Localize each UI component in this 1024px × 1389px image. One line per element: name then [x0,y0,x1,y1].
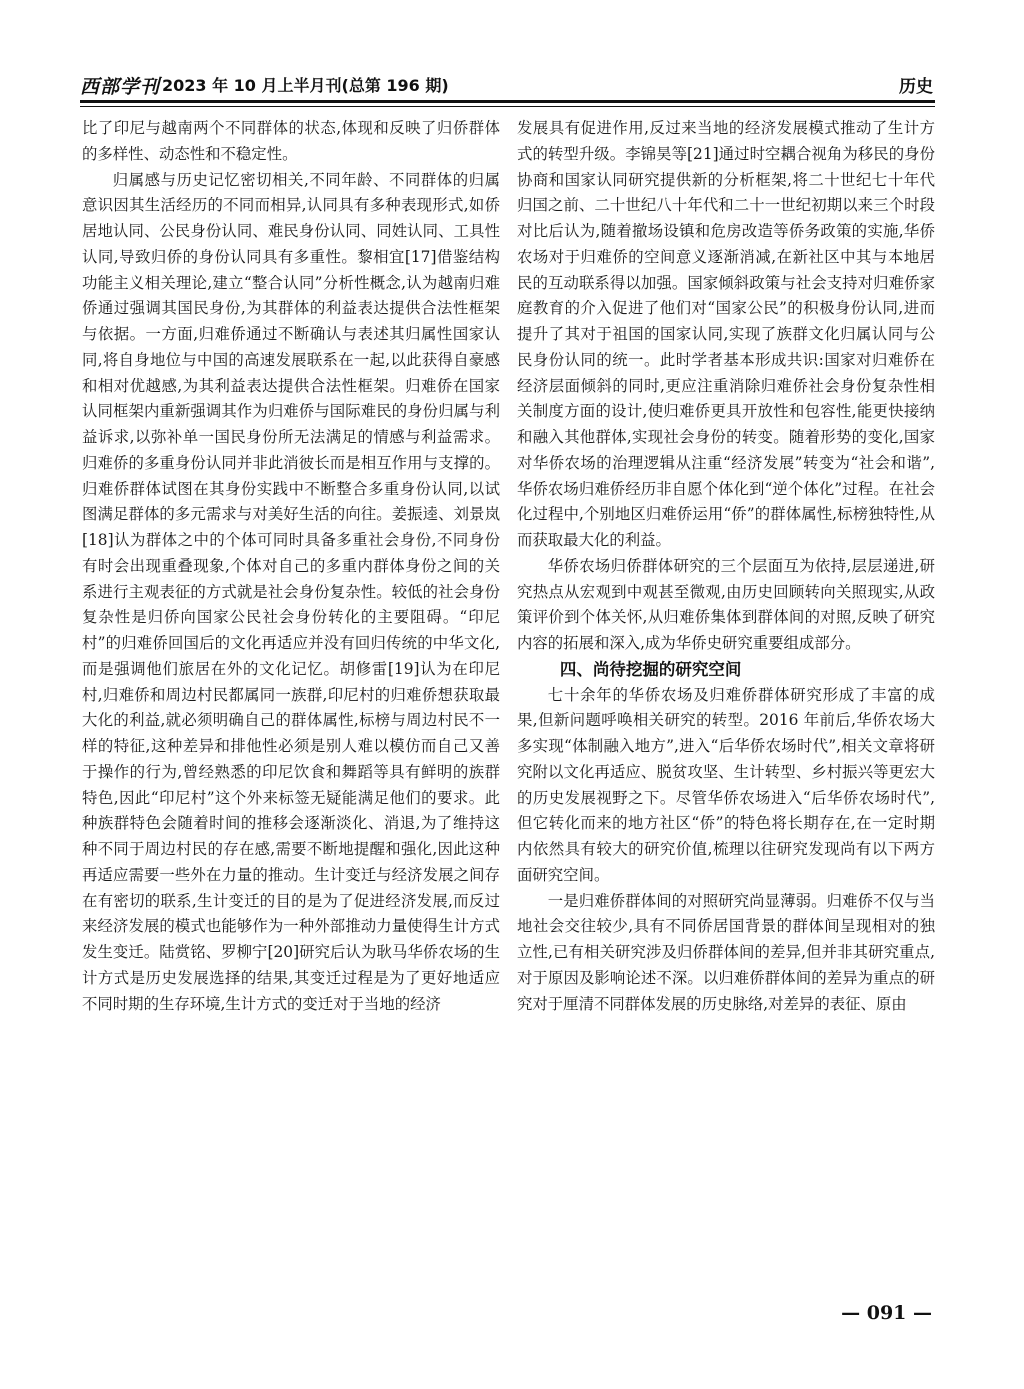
journal-logo: 西部学刊 [80,76,161,98]
right-column [517,116,935,1017]
running-header [80,70,935,100]
paragraph: 华侨农场归侨群体研究的三个层面互为依持,层层递进,研究热点从宏观到中观甚至微观,由历史回顾转向关照现实,从政策评价到个体关怀,从归难侨集体到群体间的对照,反映了研究内容的拓展和深入,成为华侨史研究重要组成部分。 [517,556,935,652]
page-number: — 091 — [841,1302,932,1324]
section-heading: 四、尚待挖掘的研究空间 [559,659,742,679]
header-rule-thin [80,106,935,107]
left-column [82,116,500,1017]
paragraph: 一是归难侨群体间的对照研究尚显薄弱。归难侨不仅与当地社会交往较少,具有不同侨居国背景的群体间呈现相对的独立性,已有相关研究涉及归侨群体间的差异,但并非其研究重点,对于原因及影响论述不深。以归难侨群体间的差异为重点的研究对于厘清不同群体发展的历史脉络,对差异的表征、原由 [517,891,935,1013]
paragraph: 发展具有促进作用,反过来当地的经济发展模式推动了生计方式的转型升级。李锦昊等[21]通过时空耦合视角为移民的身份协商和国家认同研究提供新的分析框架,将二十世纪七十年代归国之前、二十世纪八十年代和二十一世纪初期以来三个时段对比后认为,随着撤场设镇和危房改造等侨务政策的实施,华侨农场对于归难侨的空间意义逐渐消减,在新社区中其与本地居民的互动联系得以加强。国家倾斜政策与社会支持对归难侨家庭教育的介入促进了他们对“国家公民”的积极身份认同,进而提升了其对于祖国的国家认同,实现了族群文化归属认同与公民身份认同的统一。此时学者基本形成共识:国家对归难侨在经济层面倾斜的同时,更应注重消除归难侨社会身份复杂性相关制度方面的设计,使归难侨更具开放性和包容性,能更快接纳和融入其他群体,实现社会身份的转变。随着形势的变化,国家对华侨农场的治理逻辑从注重“经济发展”转变为“社会和谐”,华侨农场归难侨经历非自愿个体化到“逆个体化”过程。在社会化过程中,个别地区归难侨运用“侨”的群体属性,标榜独特性,从而获取最大化的利益。 [517,119,935,549]
paragraph: 归属感与历史记忆密切相关,不同年龄、不同群体的归属意识因其生活经历的不同而相异,认同具有多种表现形式,如侨居地认同、公民身份认同、难民身份认同、同姓认同、工具性认同,导致归侨的身份认同具有多重性。黎相宜[17]借鉴结构功能主义相关理论,建立“整合认同”分析性概念,认为越南归难侨通过强调其国民身份,为其群体的利益表达提供合法性框架与依据。一方面,归难侨通过不断确认与表述其归属性国家认同,将自身地位与中国的高速发展联系在一起,以此获得自豪感和相对优越感,为其利益表达提供合法性框架。归难侨在国家认同框架内重新强调其作为归难侨与国际难民的身份归属与利益诉求,以弥补单一国民身份所无法满足的情感与利益需求。归难侨的多重身份认同并非此消彼长而是相互作用与支撑的。归难侨群体试图在其身份实践中不断整合多重身份认同,以试图满足群体的多元需求与对美好生活的向往。姜振逵、刘景岚[18]认为群体之中的个体可同时具备多重社会身份,不同身份有时会出现重叠现象,个体对自己的多重内群体身份之间的关系进行主观表征的方式就是社会身份复杂性。较低的社会身份复杂性是归侨向国家公民社会身份转化的主要阻碍。“印尼村”的归难侨回国后的文化再适应并没有回归传统的中华文化,而是强调他们旅居在外的文化记忆。胡修雷[19]认为在印尼村,归难侨和周边村民都属同一族群,印尼村的归难侨想获取最大化的利益,就必须明确自己的群体属性,标榜与周边村民不一样的特征,这种差异和排他性必须是别人难以模仿而自己又善于操作的行为,曾经熟悉的印尼饮食和舞蹈等具有鲜明的族群特色,因此“印尼村”这个外来标签无疑能满足他们的要求。此种族群特色会随着时间的推移会逐渐淡化、消退,为了维持这种不同于周边村民的存在感,需要不断地提醒和强化,因此这种再适应需要一些外在力量的推动。生计变迁与经济发展之间存在有密切的联系,生计变迁的目的是为了促进经济发展,而反过来经济发展的模式也能够作为一种外部推动力量使得生计方式发生变迁。陆赏铭、罗柳宁[20]研究后认为耿马华侨农场的生计方式是历史发展选择的结果,其变迁过程是为了更好地适应不同时期的生存环境,生计方式的变迁对于当地的经济 [82,170,500,1013]
header-rule-thick [80,100,935,103]
paragraph: 七十余年的华侨农场及归难侨群体研究形成了丰富的成果,但新问题呼唤相关研究的转型。2016 年前后,华侨农场大多实现“体制融入地方”,进入“后华侨农场时代”,相关文章将研究附以文化再适应、脱贫攻坚、生计转型、乡村振兴等更宏大的历史发展视野之下。尽管华侨农场进入“后华侨农场时代”,但它转化而来的地方社区“侨”的特色将长期存在,在一定时期内依然具有较大的研究价值,梳理以往研究发现尚有以下两方面研究空间。 [517,685,935,884]
paragraph: 比了印尼与越南两个不同群体的状态,体现和反映了归侨群体的多样性、动态性和不稳定性。 [82,119,500,163]
issue-info: 2023 年 10 月上半月刊(总第 196 期) [162,76,449,95]
section-label: 历史 [899,77,933,97]
